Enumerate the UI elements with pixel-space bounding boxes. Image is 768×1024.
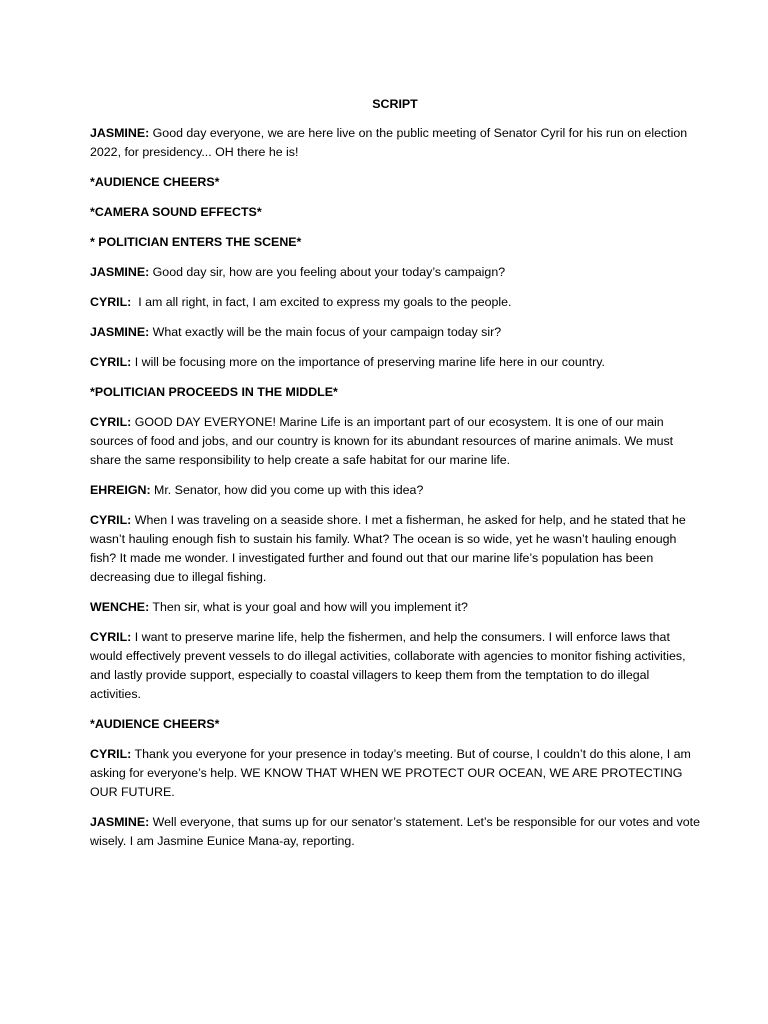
dialogue-text: Well everyone, that sums up for our senator’s statement. Let’s be responsible for our votes and vote wisely. I am Jasmine Eunice Mana-ay, reporting. bbox=[90, 815, 700, 848]
script-line bbox=[90, 813, 700, 851]
dialogue-text: GOOD DAY EVERYONE! Marine Life is an important part of our ecosystem. It is one of our main sources of food and jobs, and our country is known for its abundant resources of marine animals. We must share the same responsibility to help create a safe habitat for our marine life. bbox=[90, 415, 674, 467]
speaker-name: WENCHE: bbox=[90, 600, 150, 614]
dialogue-text: Good day everyone, we are here live on the public meeting of Senator Cyril for his run on election 2022, for presidency... OH there he is! bbox=[90, 126, 688, 159]
dialogue-text: What exactly will be the main focus of your campaign today sir? bbox=[149, 325, 502, 339]
dialogue-text: I will be focusing more on the importance of preserving marine life here in our country. bbox=[131, 355, 605, 369]
script-line bbox=[90, 628, 700, 704]
speaker-name: JASMINE: bbox=[90, 126, 150, 140]
dialogue-text: Mr. Senator, how did you come up with this idea? bbox=[150, 483, 424, 497]
dialogue-text: Thank you everyone for your presence in today’s meeting. But of course, I couldn’t do this alone, I am asking for everyone’s help. WE KNOW THAT WHEN WE PROTECT OUR OCEAN, WE ARE PROTECTING OUR FUTURE. bbox=[90, 747, 691, 799]
dialogue-text: I want to preserve marine life, help the fishermen, and help the consumers. I will enforce laws that would effectively prevent vessels to do illegal activities, collaborate with agencies to monitor fishing activities, and lastly provide support, especially to coastal villagers to keep them from the temptation to do illegal activities. bbox=[90, 630, 686, 701]
script-line bbox=[90, 263, 700, 282]
stage-direction: *AUDIENCE CHEERS* bbox=[90, 717, 220, 731]
script-line bbox=[90, 124, 700, 162]
stage-direction: *POLITICIAN PROCEEDS IN THE MIDDLE* bbox=[90, 385, 338, 399]
speaker-name: JASMINE: bbox=[90, 325, 150, 339]
script-document bbox=[90, 95, 700, 862]
speaker-name: JASMINE: bbox=[90, 265, 150, 279]
speaker-name: CYRIL: bbox=[90, 747, 132, 761]
speaker-name: CYRIL: bbox=[90, 630, 132, 644]
speaker-name: CYRIL: bbox=[90, 513, 132, 527]
script-line bbox=[90, 511, 700, 587]
speaker-name: JASMINE: bbox=[90, 815, 150, 829]
script-line bbox=[90, 745, 700, 802]
script-line bbox=[90, 293, 700, 312]
script-line bbox=[90, 481, 700, 500]
speaker-name: CYRIL: bbox=[90, 295, 132, 309]
script-line bbox=[90, 598, 700, 617]
stage-direction: * POLITICIAN ENTERS THE SCENE* bbox=[90, 235, 302, 249]
dialogue-text: I am all right, in fact, I am excited to express my goals to the people. bbox=[131, 295, 512, 309]
stage-direction: *AUDIENCE CHEERS* bbox=[90, 175, 220, 189]
speaker-name: EHREIGN: bbox=[90, 483, 151, 497]
script-line bbox=[90, 413, 700, 470]
speaker-name: CYRIL: bbox=[90, 355, 132, 369]
script-line bbox=[90, 353, 700, 372]
script-line bbox=[90, 323, 700, 342]
document-title: SCRIPT bbox=[372, 97, 418, 111]
dialogue-text: Then sir, what is your goal and how will you implement it? bbox=[149, 600, 468, 614]
dialogue-text: Good day sir, how are you feeling about your today’s campaign? bbox=[149, 265, 506, 279]
dialogue-text: When I was traveling on a seaside shore. I met a fisherman, he asked for help, and he stated that he wasn’t hauling enough fish to sustain his family. What? The ocean is so wide, yet he wasn’t hauling enough fish? It made me wonder. I investigated further and found out that our marine life’s population has been decreasing due to illegal fishing. bbox=[90, 513, 686, 584]
stage-direction: *CAMERA SOUND EFFECTS* bbox=[90, 205, 262, 219]
speaker-name: CYRIL: bbox=[90, 415, 132, 429]
